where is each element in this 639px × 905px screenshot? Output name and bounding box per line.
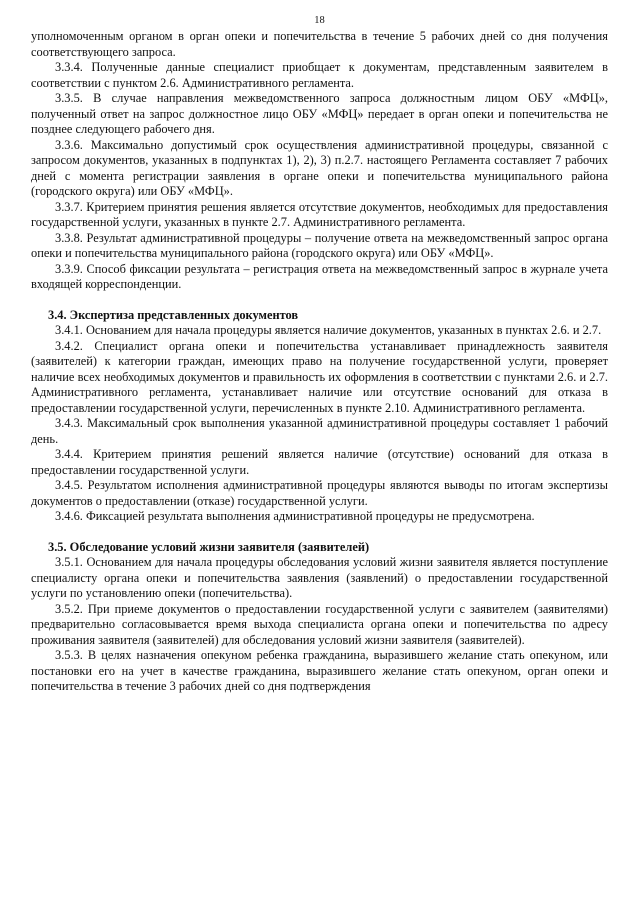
- paragraph: 3.4.1. Основанием для начала процедуры является наличие документов, указанных в пунктах 2.6. и 2.7.: [55, 323, 602, 337]
- paragraph: 3.4.5. Результатом исполнения административной процедуры являются выводы по итогам экспертизы документов о предоставлении (отказе) государственной услуги.: [31, 478, 608, 508]
- paragraph: 3.3.9. Способ фиксации результата – регистрация ответа на межведомственный запрос в журнале учета входящей корреспонденции.: [31, 261, 608, 291]
- paragraph: 3.3.6. Максимально допустимый срок осуществления административной процедуры, связанной с запросом документов, указанных в подпунктах 1), 2), 3) п.2.7. настоящего Регламента составляет 7 рабочих дней с момента регистрации заявления в органе опеки и попечительства муниципального района (городского округа) или ОБУ «МФЦ».: [31, 137, 608, 198]
- page-number: 18: [314, 15, 325, 26]
- paragraph: 3.3.8. Результат административной процедуры – получение ответа на межведомственный запрос органа опеки и попечительства муниципального района (городского округа) или ОБУ «МФЦ».: [31, 230, 608, 260]
- paragraph: 3.5.2. При приеме документов о предоставлении государственной услуги с заявителем (заявителями) предварительно согласовывается время выхода специалиста органа опеки и попечительства по адресу проживания заявителя (заявителей) для обследования условий жизни заявителя (заявителей).: [31, 601, 608, 647]
- paragraph: 3.4.3. Максимальный срок выполнения указанной административной процедуры составляет 1 рабочий день.: [31, 416, 608, 446]
- paragraph: 3.4.6. Фиксацией результата выполнения административной процедуры не предусмотрена.: [55, 509, 535, 523]
- section-heading: 3.4. Экспертиза представленных документов: [48, 307, 299, 322]
- paragraph: 3.3.5. В случае направления межведомственного запроса должностным лицом ОБУ «МФЦ», полученный ответ на запрос должностное лицо ОБУ «МФЦ» передает в орган опеки и попечительства не позднее следующего рабочего дня.: [31, 91, 608, 136]
- paragraph: 3.3.4. Полученные данные специалист приобщает к документам, представленным заявителем в соответствии с пунктом 2.6. Административного регламента.: [31, 60, 608, 90]
- paragraph: 3.3.7. Критерием принятия решения является отсутствие документов, необходимых для предоставления государственной услуги, указанных в пункте 2.7. Административного регламента.: [31, 199, 608, 229]
- paragraph: 3.4.2. Специалист органа опеки и попечительства устанавливает принадлежность заявителя (заявителей) к категории граждан, имеющих право на получение государственной услуги, проверяет наличие всех необходимых документов и правильность их оформления в соответствии с пунктами 2.6. и 2.7. Административного регламента, устанавливает наличие или отсутствие оснований для отказа в предоставлении государственной услуги, перечисленных в пункте 2.10. Административного регламента.: [31, 338, 608, 415]
- paragraph: уполномоченным органом в орган опеки и попечительства в течение 5 рабочих дней со дня получения соответствующего запроса.: [31, 29, 608, 59]
- document-body: [31, 29, 608, 695]
- section-heading: 3.5. Обследование условий жизни заявителя (заявителей): [48, 539, 370, 554]
- paragraph: 3.5.1. Основанием для начала процедуры обследования условий жизни заявителя является поступление специалисту органа опеки и попечительства заявления (заявлений) о предоставлении государственной услуги по установлению опеки (попечительства).: [31, 555, 608, 600]
- paragraph: 3.5.3. В целях назначения опекуном ребенка гражданина, выразившего желание стать опекуном, или постановки его на учет в качестве гражданина, выразившего желание стать опекуном, орган опеки и попечительства в течение 3 рабочих дней со дня подтверждения: [31, 648, 608, 693]
- paragraph: 3.4.4. Критерием принятия решений является наличие (отсутствие) оснований для отказа в предоставлении государственной услуги.: [31, 447, 608, 477]
